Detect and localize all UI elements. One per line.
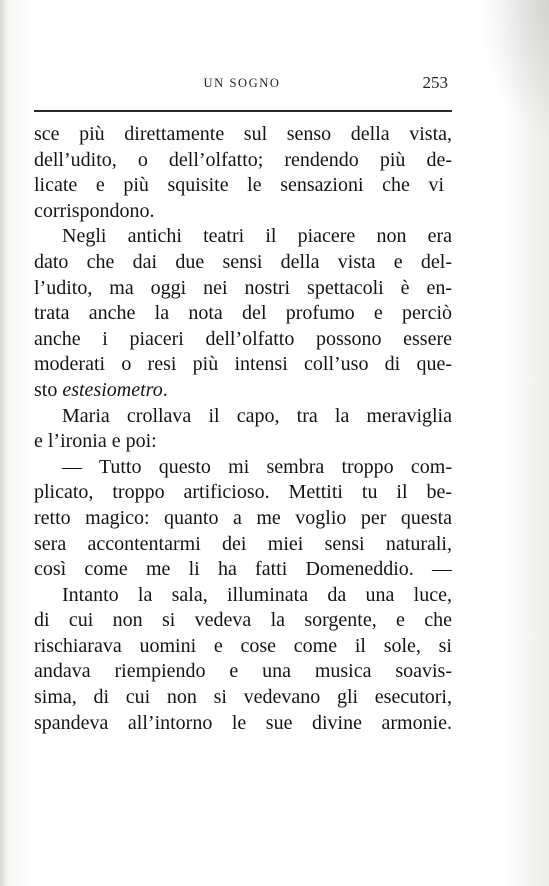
text-line: rischiarava uomini e cose come il sole, si <box>34 634 452 657</box>
text-line: così come me li ha fatti Domeneddio. — <box>34 558 452 581</box>
text-line: — Tutto questo mi sembra troppo com- <box>62 455 452 478</box>
text-line: spandeva all’intorno le sue divine armonie. <box>34 711 452 734</box>
running-head <box>34 73 450 96</box>
text-line: anche i piaceri dell’olfatto possono essere <box>34 327 452 350</box>
text-line: Maria crollava il capo, tra la meraviglia <box>62 404 452 427</box>
text-line: trata anche la nota del profumo e perciò <box>34 302 452 325</box>
page-corner-shading <box>479 0 549 140</box>
text-line: Intanto la sala, illuminata da una luce, <box>62 583 452 606</box>
text-line: plicato, troppo artificioso. Mettiti tu il be- <box>34 481 452 504</box>
text-line: di cui non si vedeva la sorgente, e che <box>34 609 452 632</box>
text-line: l’udito, ma oggi nei nostri spettacoli è en- <box>34 276 452 299</box>
body-text <box>34 122 452 736</box>
header-rule <box>34 110 452 112</box>
italic-term: estesiometro <box>62 378 163 401</box>
text-line: dato che dai due sensi della vista e del- <box>34 250 452 273</box>
text-line: Negli antichi teatri il piacere non era <box>62 225 452 248</box>
text-line: licate e più squisite le sensazioni che vi <box>34 174 444 197</box>
text-line: sima, di cui non si vedevano gli esecutori, <box>34 686 452 709</box>
page-number: 253 <box>422 73 448 92</box>
page-edge-shadow <box>0 0 8 886</box>
text-line: corrispondono. <box>34 199 155 222</box>
text-line: sce più direttamente sul senso della vista, <box>34 123 452 145</box>
text-line: andava riempiendo e una musica soavis- <box>34 660 452 683</box>
text-line: dell’udito, o dell’olfatto; rendendo più de- <box>34 148 452 171</box>
text-span: . <box>162 378 168 401</box>
running-title: UN SOGNO <box>203 76 281 90</box>
text-line: moderati o resi più intensi coll’uso di que- <box>34 353 452 376</box>
text-line: retto magico: quanto a me voglio per questa <box>34 506 452 529</box>
text-span: sto <box>34 378 63 401</box>
text-line: e l’ironia e poi: <box>34 430 157 453</box>
text-line: sera accontentarmi dei miei sensi naturali, <box>34 532 452 555</box>
text-line <box>34 378 452 404</box>
